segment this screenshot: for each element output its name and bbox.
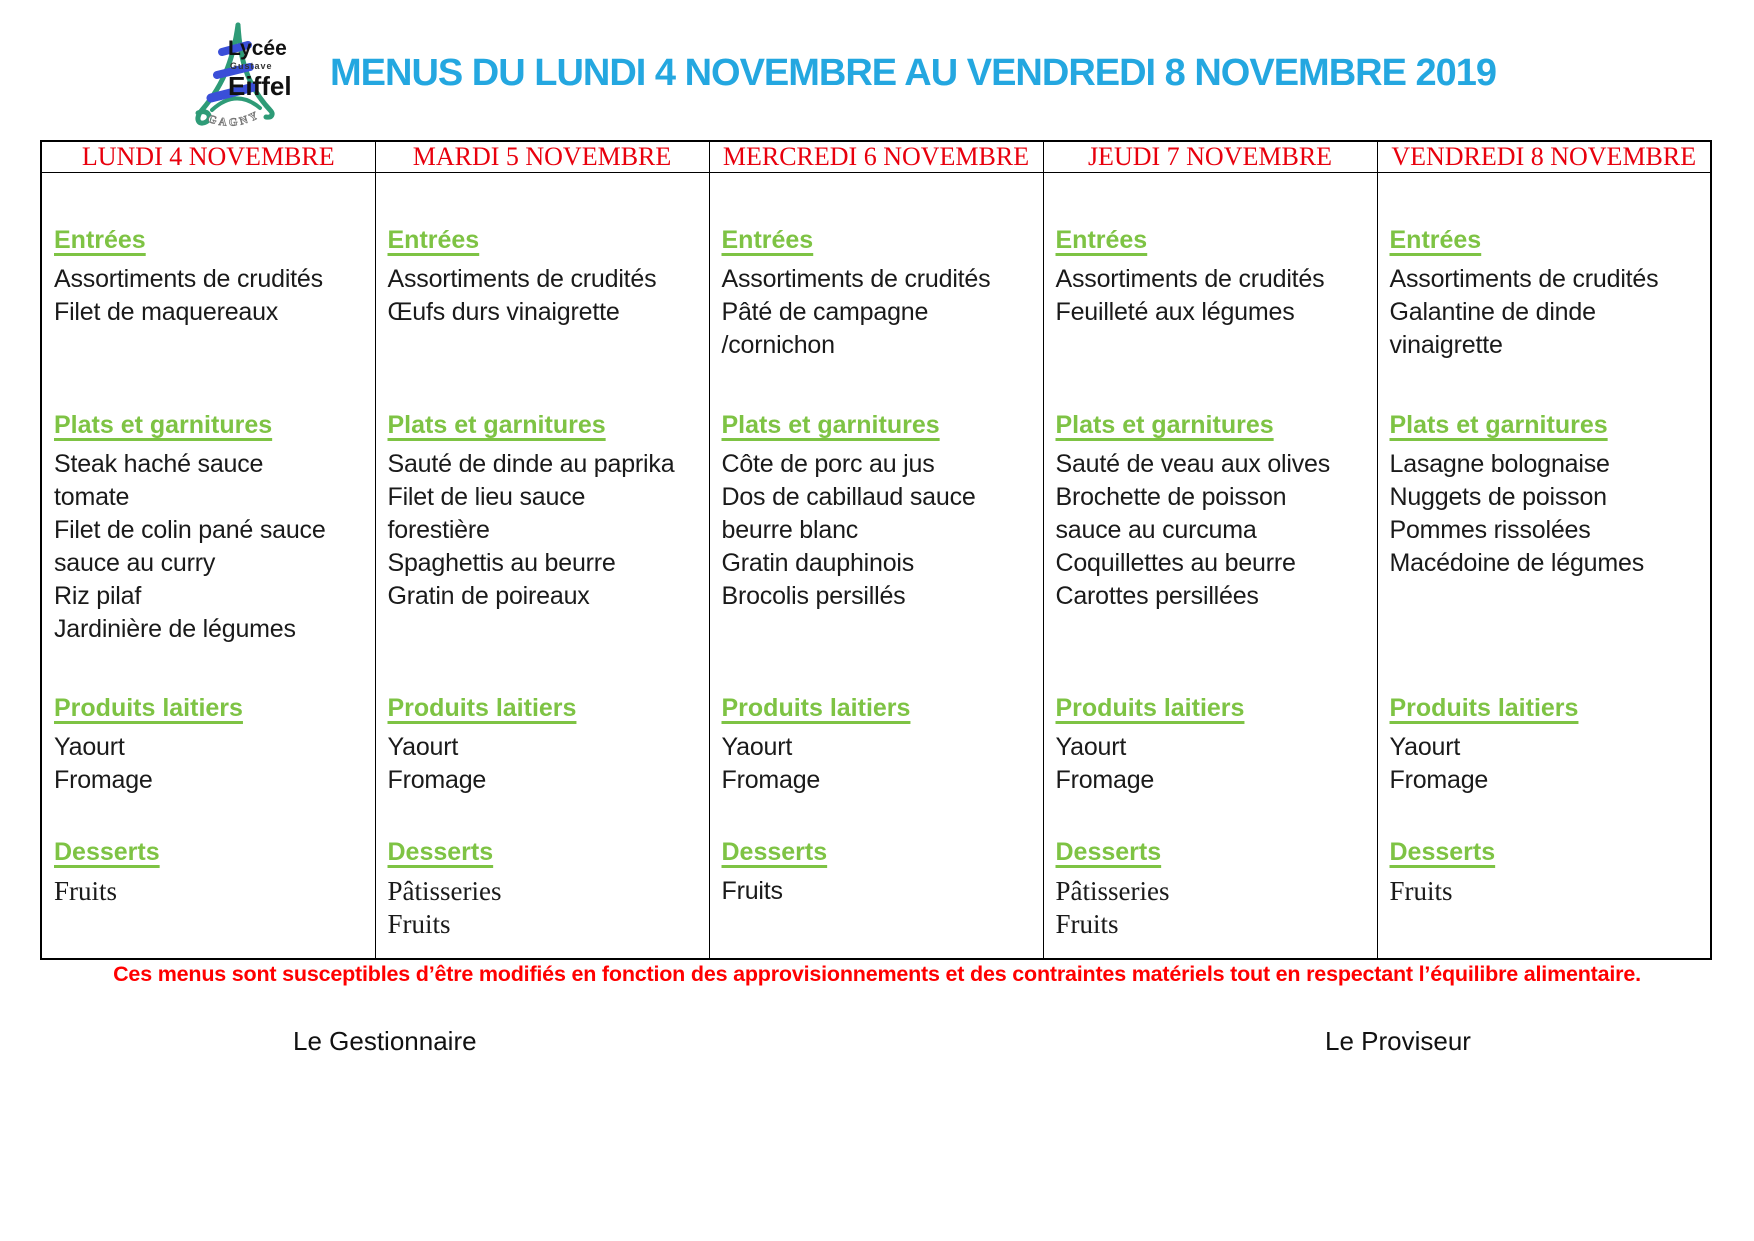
menu-item-line: Pommes rissolées bbox=[1389, 516, 1591, 544]
menu-item-line: Fromage bbox=[54, 766, 153, 794]
menu-item-line: Fromage bbox=[387, 766, 487, 794]
menu-section-laitiers bbox=[388, 693, 703, 837]
menu-item-line: Dos de cabillaud sauce bbox=[721, 483, 976, 511]
menu-section-entrees bbox=[388, 225, 703, 410]
logo-gustave-label: Gustave bbox=[230, 61, 273, 71]
menu-item-line: sauce au curry bbox=[54, 549, 216, 577]
menu-section-desserts bbox=[388, 837, 703, 941]
menu-section-laitiers bbox=[1390, 693, 1705, 837]
day-menu-cell bbox=[41, 173, 375, 959]
menu-item-line: Fruits bbox=[721, 877, 783, 905]
menu-item-line: Macédoine de légumes bbox=[1389, 549, 1644, 577]
menu-item-line: Fromage bbox=[721, 766, 821, 794]
menu-item-line: Nuggets de poisson bbox=[1389, 483, 1607, 511]
section-heading-plats: Plats et garnitures bbox=[387, 411, 606, 439]
signature-proviseur: Le Proviseur bbox=[1325, 1026, 1471, 1056]
day-header-row bbox=[41, 141, 1711, 173]
menu-item-line: Coquillettes au beurre bbox=[1055, 549, 1296, 577]
day-menu-cell bbox=[375, 173, 709, 959]
section-heading-laitiers: Produits laitiers bbox=[387, 694, 577, 722]
menu-item-line: Gratin dauphinois bbox=[721, 549, 915, 577]
menu-item-line: Lasagne bolognaise bbox=[1389, 450, 1610, 478]
menu-item-line: Brochette de poisson bbox=[1055, 483, 1287, 511]
menu-item-line: Filet de maquereaux bbox=[54, 298, 279, 326]
menu-item-line: Fruits bbox=[1389, 876, 1453, 906]
menu-item-line: Carottes persillées bbox=[1055, 582, 1259, 610]
section-heading-plats: Plats et garnitures bbox=[54, 411, 273, 439]
menu-item-line: Galantine de dinde bbox=[1389, 298, 1596, 326]
menu-section-desserts bbox=[1390, 837, 1705, 908]
menu-item-line: tomate bbox=[54, 483, 130, 511]
day-header: MARDI 5 NOVEMBRE bbox=[375, 141, 709, 173]
menu-item-line: Yaourt bbox=[54, 733, 125, 761]
menu-item-line: /cornichon bbox=[721, 331, 835, 359]
menu-section-entrees bbox=[1390, 225, 1705, 410]
menu-item-line: Œufs durs vinaigrette bbox=[387, 298, 620, 326]
menu-item-line: Jardinière de légumes bbox=[54, 615, 296, 643]
day-menu-cell bbox=[1043, 173, 1377, 959]
day-header: MERCREDI 6 NOVEMBRE bbox=[709, 141, 1043, 173]
day-header: VENDREDI 8 NOVEMBRE bbox=[1377, 141, 1711, 173]
logo-text bbox=[228, 38, 292, 99]
menu-item-line: Sauté de dinde au paprika bbox=[387, 450, 675, 478]
menu-item-line: Yaourt bbox=[721, 733, 793, 761]
menu-item-line: vinaigrette bbox=[1389, 331, 1503, 359]
menu-item-line: Brocolis persillés bbox=[721, 582, 906, 610]
menu-item-line: Assortiments de crudités bbox=[721, 265, 991, 293]
menu-item-line: Côte de porc au jus bbox=[721, 450, 935, 478]
menu-item-line: Pâtisseries bbox=[387, 876, 502, 906]
menu-item-line: Gratin de poireaux bbox=[387, 582, 590, 610]
menu-item-line: beurre blanc bbox=[721, 516, 859, 544]
menu-item-line: Assortiments de crudités bbox=[1389, 265, 1659, 293]
menu-item-line: Spaghettis au beurre bbox=[387, 549, 616, 577]
menu-item-line: Riz pilaf bbox=[54, 582, 142, 610]
menu-item-line: Fromage bbox=[1055, 766, 1155, 794]
section-heading-plats: Plats et garnitures bbox=[1389, 411, 1608, 439]
logo-city-text: GAGNY bbox=[206, 108, 263, 129]
section-heading-plats: Plats et garnitures bbox=[1055, 411, 1274, 439]
menu-section-laitiers bbox=[722, 693, 1037, 837]
menu-item-line: Fruits bbox=[54, 876, 118, 906]
page-title: MENUS DU LUNDI 4 NOVEMBRE AU VENDREDI 8 NOVEMBRE 2019 bbox=[330, 52, 1497, 94]
menu-item-line: Assortiments de crudités bbox=[54, 265, 323, 293]
section-heading-entrees: Entrées bbox=[1389, 226, 1482, 254]
menu-section-plats bbox=[1390, 410, 1705, 693]
section-heading-entrees: Entrées bbox=[721, 226, 814, 254]
menu-section-entrees bbox=[1056, 225, 1371, 410]
menu-body-row bbox=[41, 173, 1711, 959]
menu-item-line: sauce au curcuma bbox=[1055, 516, 1257, 544]
section-heading-entrees: Entrées bbox=[54, 226, 146, 254]
signature-gestionnaire: Le Gestionnaire bbox=[293, 1026, 477, 1056]
section-heading-laitiers: Produits laitiers bbox=[54, 694, 243, 722]
menu-item-line: Sauté de veau aux olives bbox=[1055, 450, 1331, 478]
logo-eiffel-label: Eiffel bbox=[228, 71, 292, 101]
disclaimer-text: Ces menus sont susceptibles d’être modifiés en fonction des approvisionnements et des contraintes matériels tout en respectant l’équilibre alimentaire. bbox=[113, 962, 1641, 986]
menu-section-plats bbox=[54, 410, 369, 693]
menu-section-entrees bbox=[722, 225, 1037, 410]
section-heading-laitiers: Produits laitiers bbox=[1055, 694, 1245, 722]
menu-item-line: Yaourt bbox=[1389, 733, 1461, 761]
menu-item-line: Pâtisseries bbox=[1055, 876, 1170, 906]
menu-section-plats bbox=[722, 410, 1037, 693]
section-heading-laitiers: Produits laitiers bbox=[721, 694, 911, 722]
section-heading-desserts: Desserts bbox=[1055, 838, 1162, 866]
menu-section-desserts bbox=[54, 837, 369, 908]
menu-item-line: Yaourt bbox=[387, 733, 459, 761]
section-heading-desserts: Desserts bbox=[1389, 838, 1496, 866]
menu-section-entrees bbox=[54, 225, 369, 410]
menu-item-line: Pâté de campagne bbox=[721, 298, 929, 326]
section-heading-entrees: Entrées bbox=[387, 226, 480, 254]
menu-item-line: Fruits bbox=[387, 909, 451, 939]
section-heading-laitiers: Produits laitiers bbox=[1389, 694, 1579, 722]
day-menu-cell bbox=[709, 173, 1043, 959]
day-header: LUNDI 4 NOVEMBRE bbox=[41, 141, 375, 173]
menu-section-plats bbox=[388, 410, 703, 693]
menu-section-desserts bbox=[722, 837, 1037, 908]
day-menu-cell bbox=[1377, 173, 1711, 959]
menu-item-line: Assortiments de crudités bbox=[1055, 265, 1325, 293]
logo-lycee-label: Lycée bbox=[228, 37, 287, 60]
menu-section-desserts bbox=[1056, 837, 1371, 941]
weekly-menu-table bbox=[40, 140, 1712, 960]
section-heading-desserts: Desserts bbox=[387, 838, 494, 866]
menu-item-line: Steak haché sauce bbox=[54, 450, 264, 478]
menu-section-laitiers bbox=[54, 693, 369, 837]
menu-section-laitiers bbox=[1056, 693, 1371, 837]
section-heading-plats: Plats et garnitures bbox=[721, 411, 940, 439]
day-header: JEUDI 7 NOVEMBRE bbox=[1043, 141, 1377, 173]
menu-item-line: forestière bbox=[387, 516, 490, 544]
section-heading-entrees: Entrées bbox=[1055, 226, 1148, 254]
menu-item-line: Filet de colin pané sauce bbox=[54, 516, 326, 544]
section-heading-desserts: Desserts bbox=[54, 838, 160, 866]
menu-item-line: Fruits bbox=[1055, 909, 1119, 939]
menu-section-plats bbox=[1056, 410, 1371, 693]
menu-item-line: Yaourt bbox=[1055, 733, 1127, 761]
section-heading-desserts: Desserts bbox=[721, 838, 828, 866]
menu-item-line: Fromage bbox=[1389, 766, 1489, 794]
menu-item-line: Filet de lieu sauce bbox=[387, 483, 586, 511]
menu-item-line: Feuilleté aux légumes bbox=[1055, 298, 1295, 326]
menu-item-line: Assortiments de crudités bbox=[387, 265, 657, 293]
